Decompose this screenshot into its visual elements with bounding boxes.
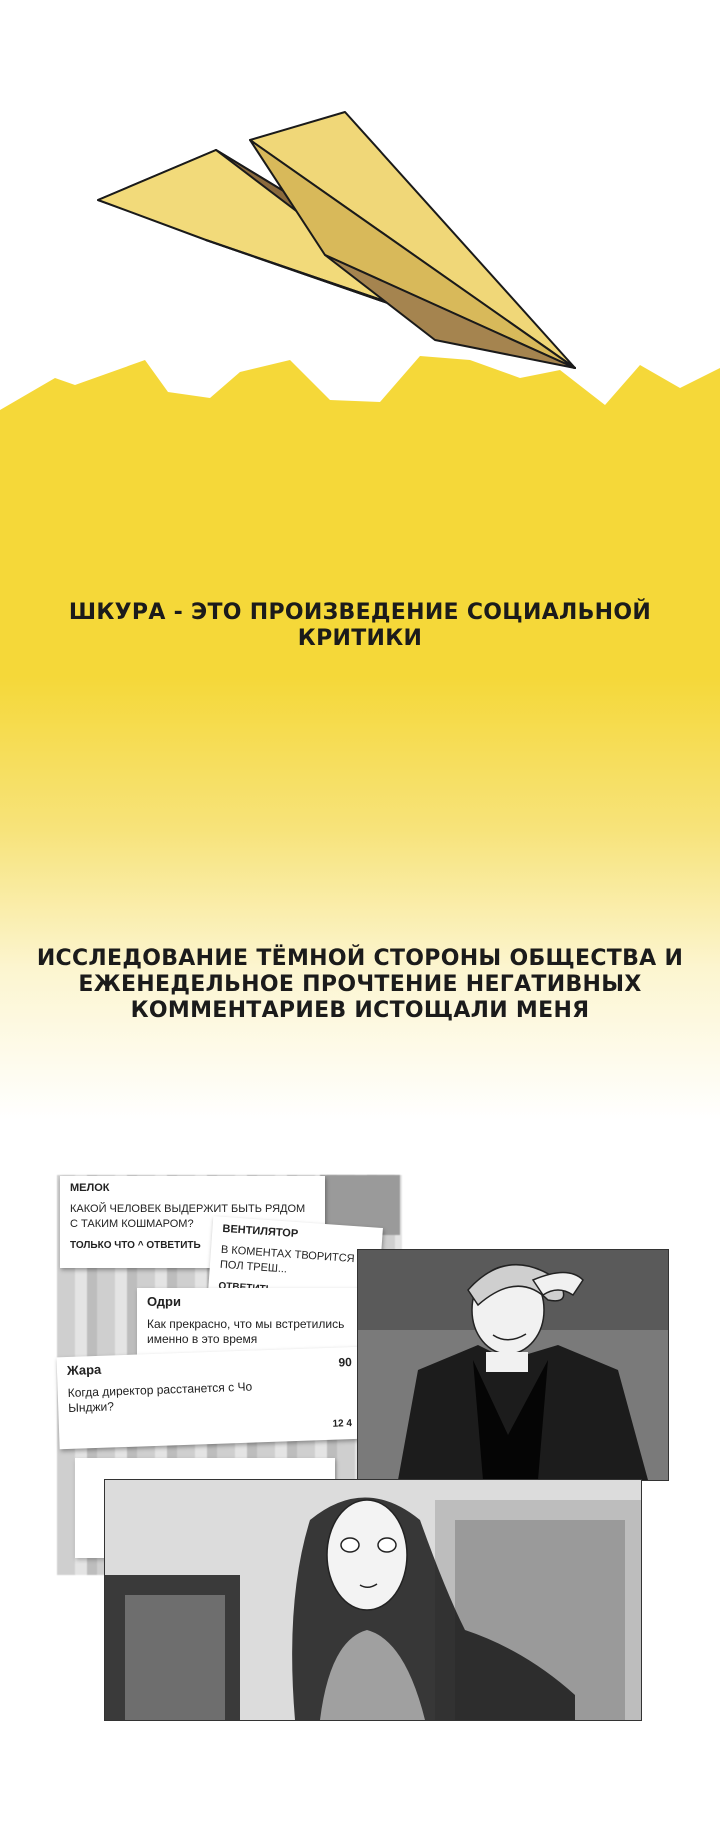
comment-author: Одри [147, 1294, 181, 1309]
caption-social-critique [0, 600, 720, 652]
comment-reply-count: 12 4 [332, 1418, 353, 1430]
comment-reply-link: ТОЛЬКО ЧТО ^ ОТВЕТИТЬ [70, 1240, 201, 1251]
comment-like-count: 90 [338, 1355, 353, 1370]
caption-line: КРИТИКИ [297, 626, 423, 651]
comment-collage [0, 1170, 720, 1730]
comment-text: КАКОЙ ЧЕЛОВЕК ВЫДЕРЖИТ БЫТЬ РЯДОМ С ТАКИМ КОШМАРОМ? [70, 1203, 306, 1230]
comment-author: МЕЛОК [70, 1182, 110, 1194]
manga-panel-man [358, 1250, 668, 1480]
comment-text: Когда директор расстанется с Чо Ынджи? [67, 1379, 253, 1415]
caption-exhaustion [0, 946, 720, 1024]
comment-author: ВЕНТИЛЯТОР [222, 1222, 299, 1241]
manga-panel-woman [105, 1480, 641, 1720]
caption-line: ИССЛЕДОВАНИЕ ТЁМНОЙ СТОРОНЫ ОБЩЕСТВА И [36, 946, 684, 971]
caption-line: ЕЖЕНЕДЕЛЬНОЕ ПРОЧТЕНИЕ НЕГАТИВНЫХ [78, 972, 642, 997]
comment-card-zhara [56, 1347, 364, 1450]
comment-text: В КОМЕНТАХ ТВОРИТСЯ ПОЛ ТРЕШ... [219, 1243, 355, 1276]
comment-author: Жара [66, 1361, 102, 1378]
man-illustration [358, 1250, 668, 1480]
caption-line: КОММЕНТАРИЕВ ИСТОЩАЛИ МЕНЯ [130, 998, 590, 1023]
paper-plane-illustration [0, 0, 720, 400]
woman-illustration [105, 1480, 641, 1720]
comment-text: Как прекрасно, что мы встретились именно в это время [147, 1317, 345, 1346]
caption-line: ШКУРА - ЭТО ПРОИЗВЕДЕНИЕ СОЦИАЛЬНОЙ [68, 600, 652, 625]
